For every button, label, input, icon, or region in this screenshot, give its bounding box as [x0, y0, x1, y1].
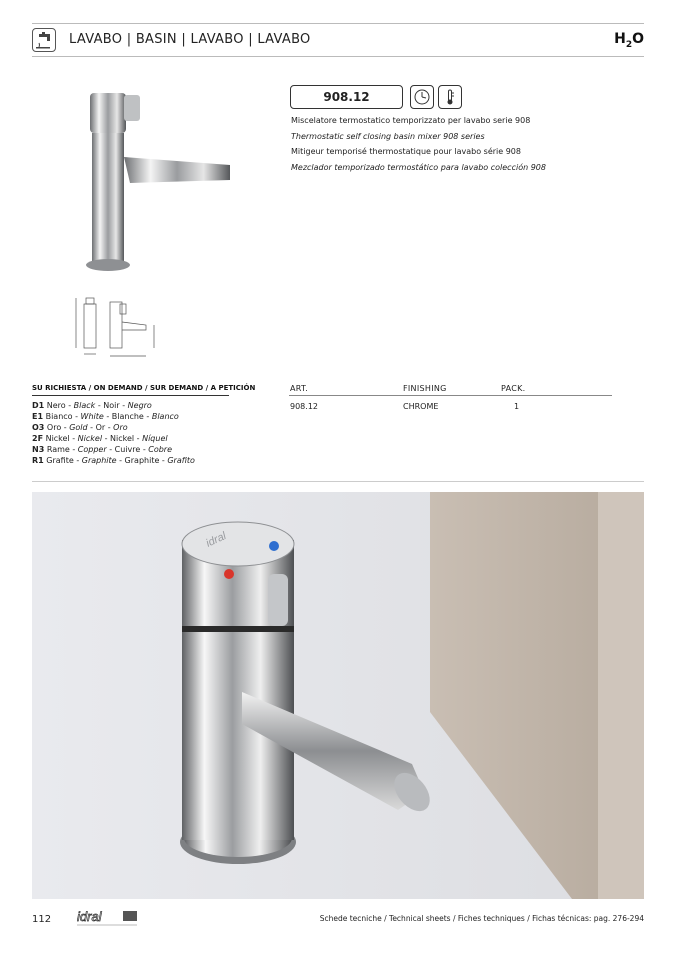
description-es: Mezclador temporizado termostático para lavabo colección 908 [291, 163, 546, 172]
h2o-mark: $H_2O$ [614, 31, 644, 50]
timer-icon [410, 85, 434, 109]
col-header-pack: PACK. [501, 384, 526, 393]
col-header-art: ART. [290, 384, 309, 393]
finish-option: D1 Nero - Black - Noir - Negro [32, 401, 152, 410]
article-code-box: 908.12 [290, 85, 403, 109]
table-cell-finishing: CHROME [403, 402, 439, 411]
product-photo [32, 492, 644, 899]
description-it: Miscelatore termostatico temporizzato per lavabo serie 908 [291, 116, 531, 125]
on-demand-rule [32, 395, 229, 396]
header-bottom-rule [32, 56, 644, 57]
finish-option: 2F Nickel - Nickel - Nickel - Níquel [32, 434, 168, 443]
on-demand-title: SU RICHIESTA / ON DEMAND / SUR DEMAND / A PETICIÓN [32, 384, 256, 392]
finish-option: R1 Grafite - Graphite - Graphite - Grafito [32, 456, 195, 465]
idral-logo [77, 908, 143, 928]
table-cell-art: 908.12 [290, 402, 318, 411]
svg-text:idral: idral [204, 530, 229, 550]
finish-option: E1 Bianco - White - Blanche - Blanco [32, 412, 179, 421]
svg-text:idral: idral [77, 909, 102, 924]
tap-icon [32, 28, 56, 52]
technical-drawing [70, 292, 160, 364]
page-number: 112 [32, 914, 52, 925]
thermometer-icon [438, 85, 462, 109]
table-rule [289, 395, 612, 396]
header-top-rule [32, 23, 644, 24]
page-section-title: LAVABO | BASIN | LAVABO | LAVABO [69, 32, 311, 47]
col-header-finishing: FINISHING [403, 384, 447, 393]
description-fr: Mitigeur temporisé thermostatique pour lavabo série 908 [291, 147, 521, 156]
table-cell-pack: 1 [514, 402, 520, 411]
finish-option: O3 Oro - Gold - Or - Oro [32, 423, 128, 432]
finish-option: N3 Rame - Copper - Cuivre - Cobre [32, 445, 173, 454]
technical-sheets-reference: Schede tecniche / Technical sheets / Fiches techniques / Fichas técnicas: pag. 276-294 [319, 914, 644, 923]
product-image [80, 85, 240, 280]
section-separator [32, 481, 644, 482]
description-en: Thermostatic self closing basin mixer 908 series [291, 132, 485, 141]
